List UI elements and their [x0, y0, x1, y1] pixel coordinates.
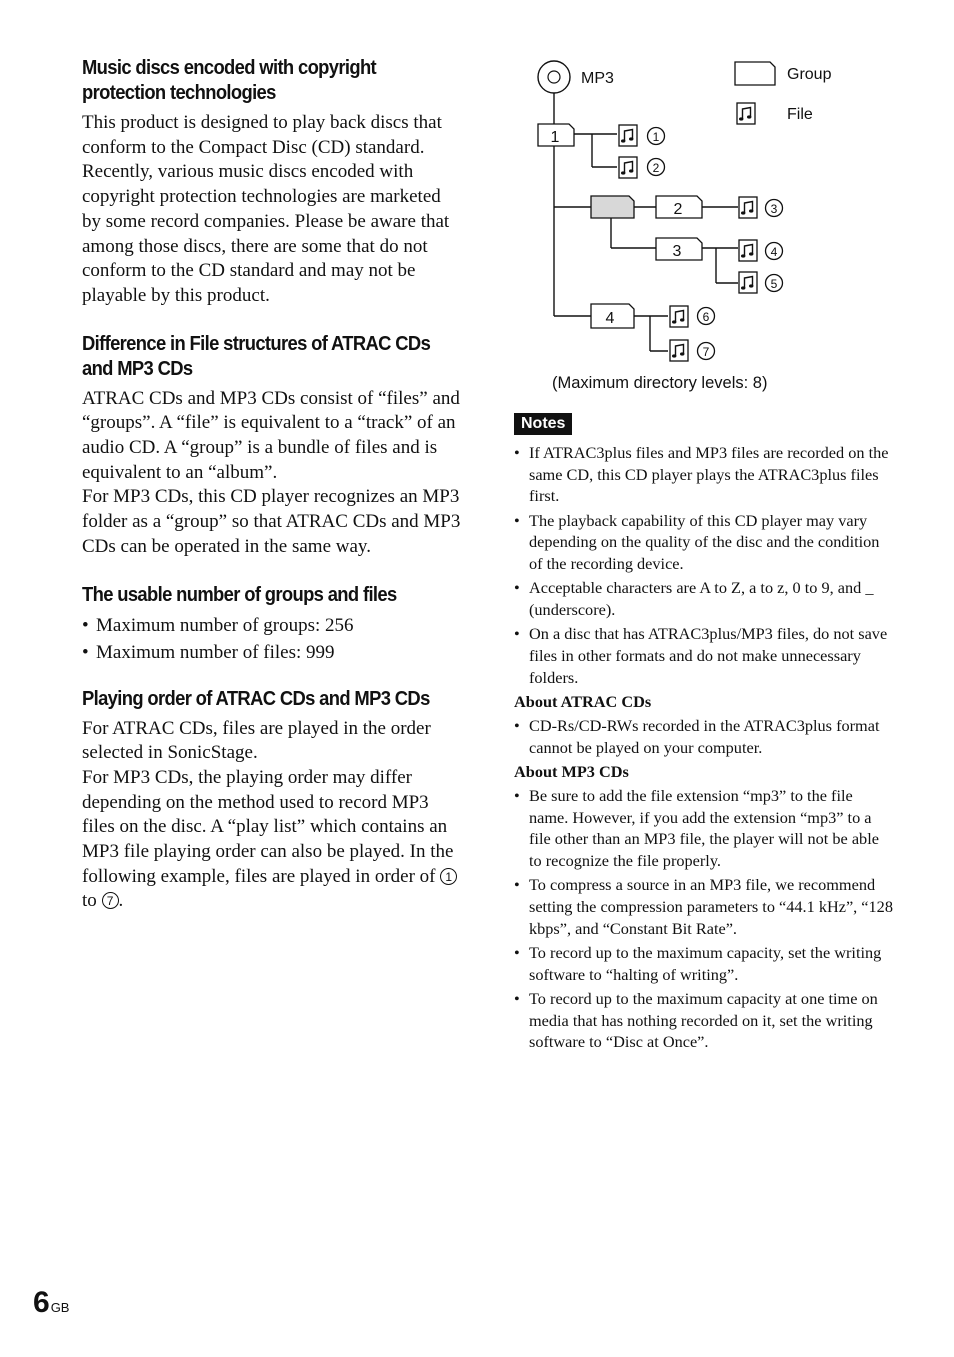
page-number-value: 6	[33, 1286, 49, 1319]
file-number: 1	[652, 130, 660, 144]
page-number-suffix: GB	[50, 1300, 70, 1315]
section-heading-copyright: Music discs encoded with copyright protection technologies	[82, 57, 377, 104]
root-label: MP3	[581, 70, 614, 87]
circled-number-icon: 7	[102, 892, 119, 909]
section-heading-usable-number: The usable number of groups and files	[82, 583, 397, 606]
list-item: • On a disc that has ATRAC3plus/MP3 files, do not save files in other formats and do not make unnecessary folders.	[514, 623, 894, 688]
list-item: • To record up to the maximum capacity, set the writing software to “halting of writing”.	[514, 942, 894, 985]
section-heading-playing-order: Playing order of ATRAC CDs and MP3 CDs	[82, 687, 430, 710]
list-item: • Be sure to add the file extension “mp3” to the file name. However, if you add the extension “mp3” to a file other than an MP3 file, the player will not be able to recognize the file properly.	[514, 785, 894, 872]
file-number: 2	[652, 161, 660, 175]
list-item: • Maximum number of files: 999	[82, 639, 462, 666]
list-item: • To record up to the maximum capacity at one time on media that has nothing recorded on it, set the writing software to “Disc at Once”.	[514, 988, 894, 1053]
disc-icon	[538, 61, 570, 93]
music-note-icon	[739, 272, 757, 293]
music-note-icon	[739, 197, 757, 218]
group-number: 2	[673, 201, 683, 218]
section-paragraph	[82, 766, 462, 914]
folder-icon	[735, 62, 775, 85]
notes-badge: Notes	[514, 413, 572, 435]
file-number: 7	[702, 345, 710, 359]
list-item: • The playback capability of this CD player may vary depending on the quality of the disc and the condition of the recording device.	[514, 510, 894, 575]
left-column	[82, 56, 462, 914]
file-number: 6	[702, 310, 710, 324]
notes-atrac-list	[514, 715, 894, 758]
group-number: 3	[672, 243, 682, 260]
legend-group-label: Group	[787, 66, 832, 83]
list-item: • Maximum number of groups: 256	[82, 612, 462, 639]
limits-list	[82, 612, 462, 666]
order-text: For MP3 CDs, the playing order may differ depending on the method used to record MP3 files on the disc. A “play list” which contains an MP3 file playing order can also be played. In the following example, files are played in order of	[82, 766, 454, 887]
music-note-icon	[670, 306, 688, 327]
list-item: • If ATRAC3plus files and MP3 files are recorded on the same CD, this CD player plays the ATRAC3plus files first.	[514, 442, 894, 507]
section-heading-file-structures: Difference in File structures of ATRAC CDs and MP3 CDs	[82, 332, 431, 380]
notes-general-list	[514, 442, 894, 688]
music-note-icon	[737, 103, 755, 124]
order-to-word: to	[82, 890, 97, 912]
music-note-icon	[739, 240, 757, 261]
group-number: 4	[605, 310, 615, 327]
music-note-icon	[619, 125, 637, 146]
music-note-icon	[619, 157, 637, 178]
section-paragraph: For MP3 CDs, this CD player recognizes an MP3 folder as a “group” so that ATRAC CDs and MP3 CDs can be operated in the same way.	[82, 486, 461, 557]
circled-number-icon: 1	[440, 868, 457, 885]
legend-file-label: File	[787, 106, 813, 123]
section-paragraph: For ATRAC CDs, files are played in the order selected in SonicStage.	[82, 717, 431, 764]
diagram-caption: (Maximum directory levels: 8)	[552, 374, 768, 392]
folder-icon	[591, 196, 634, 218]
section-paragraph: This product is designed to play back discs that conform to the Compact Disc (CD) standard. Recently, various music discs encoded with copyright protection technologies are marketed by some record companies. Please be aware that among those discs, there are some that do not conform to the CD standard and may not be playable by this product.	[82, 112, 450, 306]
notes-mp3-list	[514, 785, 894, 1053]
section-paragraph: ATRAC CDs and MP3 CDs consist of “files” and “groups”. A “file” is equivalent to a “track” of an audio CD. A “group” is a bundle of files and is equivalent to an “album”.	[82, 387, 460, 483]
order-end: .	[118, 890, 124, 912]
file-number: 4	[770, 245, 778, 259]
list-item: • To compress a source in an MP3 file, we recommend setting the compression parameters to “44.1 kHz”, “128 kbps”, and “Constant Bit Rate”.	[514, 874, 894, 939]
group-number: 1	[550, 129, 560, 146]
music-note-icon	[670, 340, 688, 361]
about-mp3-heading: About MP3 CDs	[514, 761, 629, 781]
list-item: • CD-Rs/CD-RWs recorded in the ATRAC3plus format cannot be played on your computer.	[514, 715, 894, 758]
about-atrac-heading: About ATRAC CDs	[514, 691, 652, 711]
file-number: 5	[770, 277, 778, 291]
page-number	[33, 1286, 69, 1320]
list-item: • Acceptable characters are A to Z, a to z, 0 to 9, and _ (underscore).	[514, 577, 894, 620]
notes-area	[514, 442, 894, 1055]
file-structure-diagram	[530, 56, 850, 366]
file-number: 3	[770, 202, 778, 216]
